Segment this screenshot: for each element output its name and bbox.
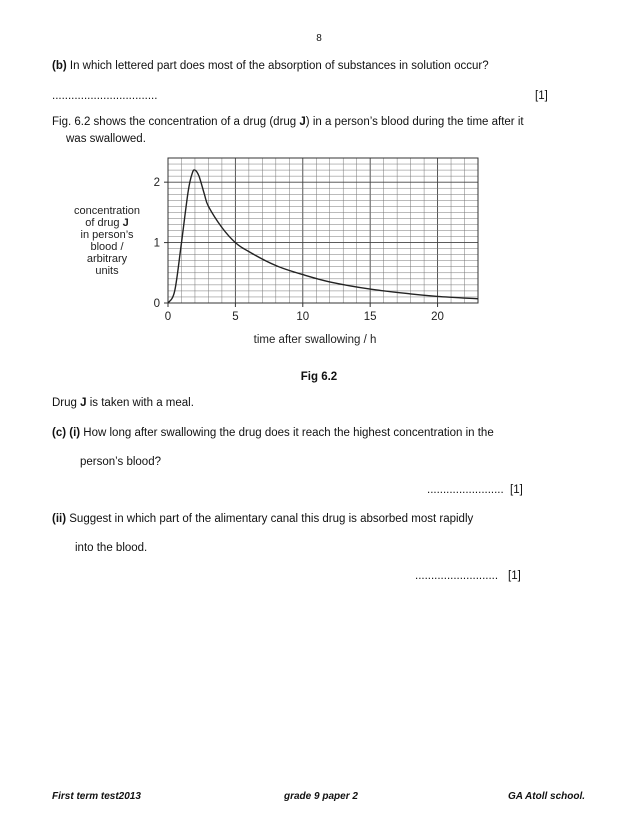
y-tick-label: 2 [153,177,160,190]
question-c-ii [52,512,473,526]
y-label-line: in person’s [80,229,134,241]
answer-line-b[interactable]: ................................. [52,90,158,102]
figure-caption: Fig 6.2 [300,371,338,383]
question-c-ii-label: (ii) [52,513,67,525]
y-label-line: arbitrary [86,253,128,265]
marks-c-i: [1] [510,484,523,496]
drug-concentration-chart [55,150,495,350]
answer-line-c-ii[interactable]: .......................... [415,570,499,582]
answer-line-c-i[interactable]: ........................ [427,484,504,496]
question-c-i-label: (c) (i) [52,427,81,439]
footer-left: First term test2013 [52,791,141,802]
x-tick-label: 20 [431,311,444,323]
meal-drug: J [80,397,87,409]
marks-c-ii: [1] [508,570,521,582]
x-tick-label: 15 [363,311,377,323]
x-tick-label: 5 [232,311,239,323]
figure-intro [52,115,524,129]
chart-grid [168,158,478,303]
y-axis-label [74,205,140,277]
y-tick-label: 1 [153,237,160,250]
y-label-line: concentration [73,205,141,217]
meal-statement [52,396,194,410]
question-c-i-text: How long after swallowing the drug does it reach the highest concentration in the [80,427,494,439]
x-tick-labels [165,303,444,323]
question-c-ii-line2: into the blood. [75,542,148,554]
x-tick-label: 10 [296,311,310,323]
footer-right: GA Atoll school. [508,791,586,802]
y-label-line: blood / [90,241,124,253]
intro-text-end: ) in a person’s blood during the time after it [305,116,524,128]
marks-b: [1] [535,90,548,102]
y-tick-labels [154,177,168,310]
x-tick-label: 0 [164,311,172,323]
meal-text: Drug [52,397,81,409]
y-tick-label: 0 [153,298,160,310]
intro-drug: J [299,116,306,128]
question-b [52,59,489,73]
question-c-i [52,426,494,440]
y-label-line: units [95,265,119,277]
question-b-label: (b) [52,60,67,72]
question-c-i-line2: person’s blood? [80,456,161,468]
meal-text-end: is taken with a meal. [86,397,194,409]
intro-text: Fig. 6.2 shows the concentration of a drug (drug [52,116,300,128]
y-label-line: of drug J [85,217,129,229]
figure-intro-line2: was swallowed. [66,133,146,145]
question-b-text: In which lettered part does most of the absorption of substances in solution occur? [66,60,489,72]
page-number: 8 [316,33,322,44]
footer-center: grade 9 paper 2 [284,791,358,802]
x-axis-label: time after swallowing / h [253,334,377,346]
question-c-ii-text: Suggest in which part of the alimentary canal this drug is absorbed most rapidly [66,513,474,525]
